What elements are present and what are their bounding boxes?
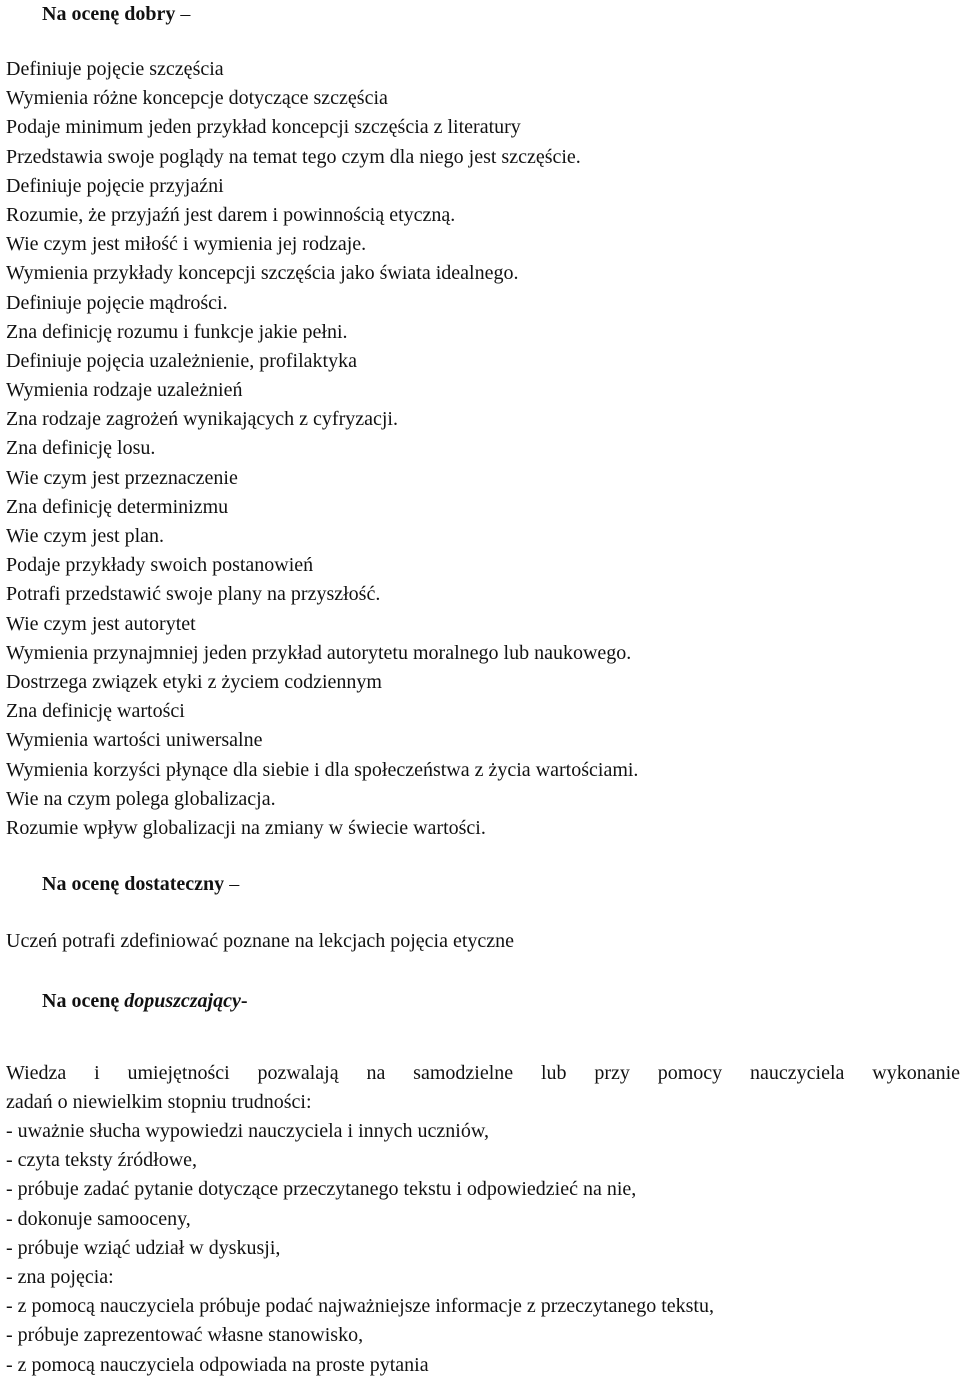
list-item: Wie czym jest miłość i wymienia jej rodzaje. <box>6 233 367 256</box>
list-item: - czyta teksty źródłowe, <box>6 1149 198 1172</box>
list-item: - z pomocą nauczyciela próbuje podać najważniejsze informacje z przeczytanego tekstu, <box>6 1295 714 1318</box>
list-item: Rozumie, że przyjaźń jest darem i powinnością etyczną. <box>6 203 456 226</box>
heading-dopuszczajacy <box>42 989 248 1013</box>
heading-dobry <box>42 2 190 26</box>
dopuszczajacy-intro <box>6 1059 960 1117</box>
list-item: Zna definicję losu. <box>6 437 156 460</box>
list-item: Wie czym jest plan. <box>6 525 165 547</box>
list-item: Wymienia przynajmniej jeden przykład autorytetu moralnego lub naukowego. <box>6 641 632 664</box>
list-item: Definiuje pojęcie przyjaźni <box>6 174 224 197</box>
list-item: Wymienia rodzaje uzależnień <box>6 379 243 402</box>
list-item: Zna definicję wartości <box>6 700 185 723</box>
list-item: Podaje minimum jeden przykład koncepcji szczęścia z literatury <box>6 116 521 139</box>
list-item: - z pomocą nauczyciela odpowiada na proste pytania <box>6 1353 429 1376</box>
list-item: - próbuje zadać pytanie dotyczące przeczytanego tekstu i odpowiedzieć na nie, <box>6 1178 637 1201</box>
list-item: - uważnie słucha wypowiedzi nauczyciela i innych uczniów, <box>6 1120 489 1142</box>
list-item: Wymienia wartości uniwersalne <box>6 729 263 752</box>
list-item: Dostrzega związek etyki z życiem codziennym <box>6 670 382 693</box>
list-item: Zna rodzaje zagrożeń wynikających z cyfryzacji. <box>6 408 398 431</box>
list-item: Przedstawia swoje poglądy na temat tego czym dla niego jest szczęście. <box>6 145 581 168</box>
list-item: Wymienia różne koncepcje dotyczące szczęścia <box>6 87 388 110</box>
list-item: Wie na czym polega globalizacja. <box>6 787 276 810</box>
dostateczny-text: Uczeń potrafi zdefiniować poznane na lekcjach pojęcia etyczne <box>6 930 515 952</box>
heading-dopuszczajacy-italic: dopuszczający <box>124 990 241 1012</box>
list-item: - zna pojęcia: <box>6 1265 114 1288</box>
list-item: Wie czym jest autorytet <box>6 612 196 635</box>
dostateczny-text-block <box>6 927 956 956</box>
heading-dopuszczajacy-suffix: - <box>240 990 248 1012</box>
list-item: Zna definicję rozumu i funkcje jakie pełni. <box>6 320 348 343</box>
heading-dostateczny-text: Na ocenę dostateczny <box>42 873 225 895</box>
list-item: Wie czym jest przeznaczenie <box>6 466 238 489</box>
list-item: Wymienia przykłady koncepcji szczęścia jako świata idealnego. <box>6 262 519 285</box>
heading-dopuszczajacy-prefix: Na ocenę <box>42 990 125 1012</box>
list-item: - próbuje wziąć udział w dyskusji, <box>6 1236 281 1259</box>
heading-dostateczny-dash: – <box>229 873 240 895</box>
list-item: Wymienia korzyści płynące dla siebie i dla społeczeństwa z życia wartościami. <box>6 758 639 781</box>
list-item: Definiuje pojęcie szczęścia <box>6 58 224 80</box>
list-dobry <box>6 55 956 843</box>
heading-dobry-text: Na ocenę dobry <box>42 3 176 25</box>
intro-line-2: zadań o niewielkim stopniu trudności: <box>6 1091 312 1114</box>
list-dopuszczajacy <box>6 1117 956 1380</box>
list-item: Zna definicję determinizmu <box>6 495 229 518</box>
list-item: - dokonuje samooceny, <box>6 1207 191 1230</box>
heading-dostateczny <box>42 872 239 896</box>
list-item: Definiuje pojęcie mądrości. <box>6 291 228 314</box>
list-item: Definiuje pojęcia uzależnienie, profilaktyka <box>6 349 357 372</box>
list-item: Potrafi przedstawić swoje plany na przyszłość. <box>6 583 381 606</box>
list-item: - próbuje zaprezentować własne stanowisko, <box>6 1324 364 1347</box>
list-item: Rozumie wpływ globalizacji na zmiany w świecie wartości. <box>6 816 486 839</box>
intro-line-1: Wiedza i umiejętności pozwalają na samodzielne lub przy pomocy nauczyciela wykonanie <box>6 1062 960 1084</box>
list-item: Podaje przykłady swoich postanowień <box>6 554 314 577</box>
heading-dobry-dash: – <box>180 3 191 25</box>
